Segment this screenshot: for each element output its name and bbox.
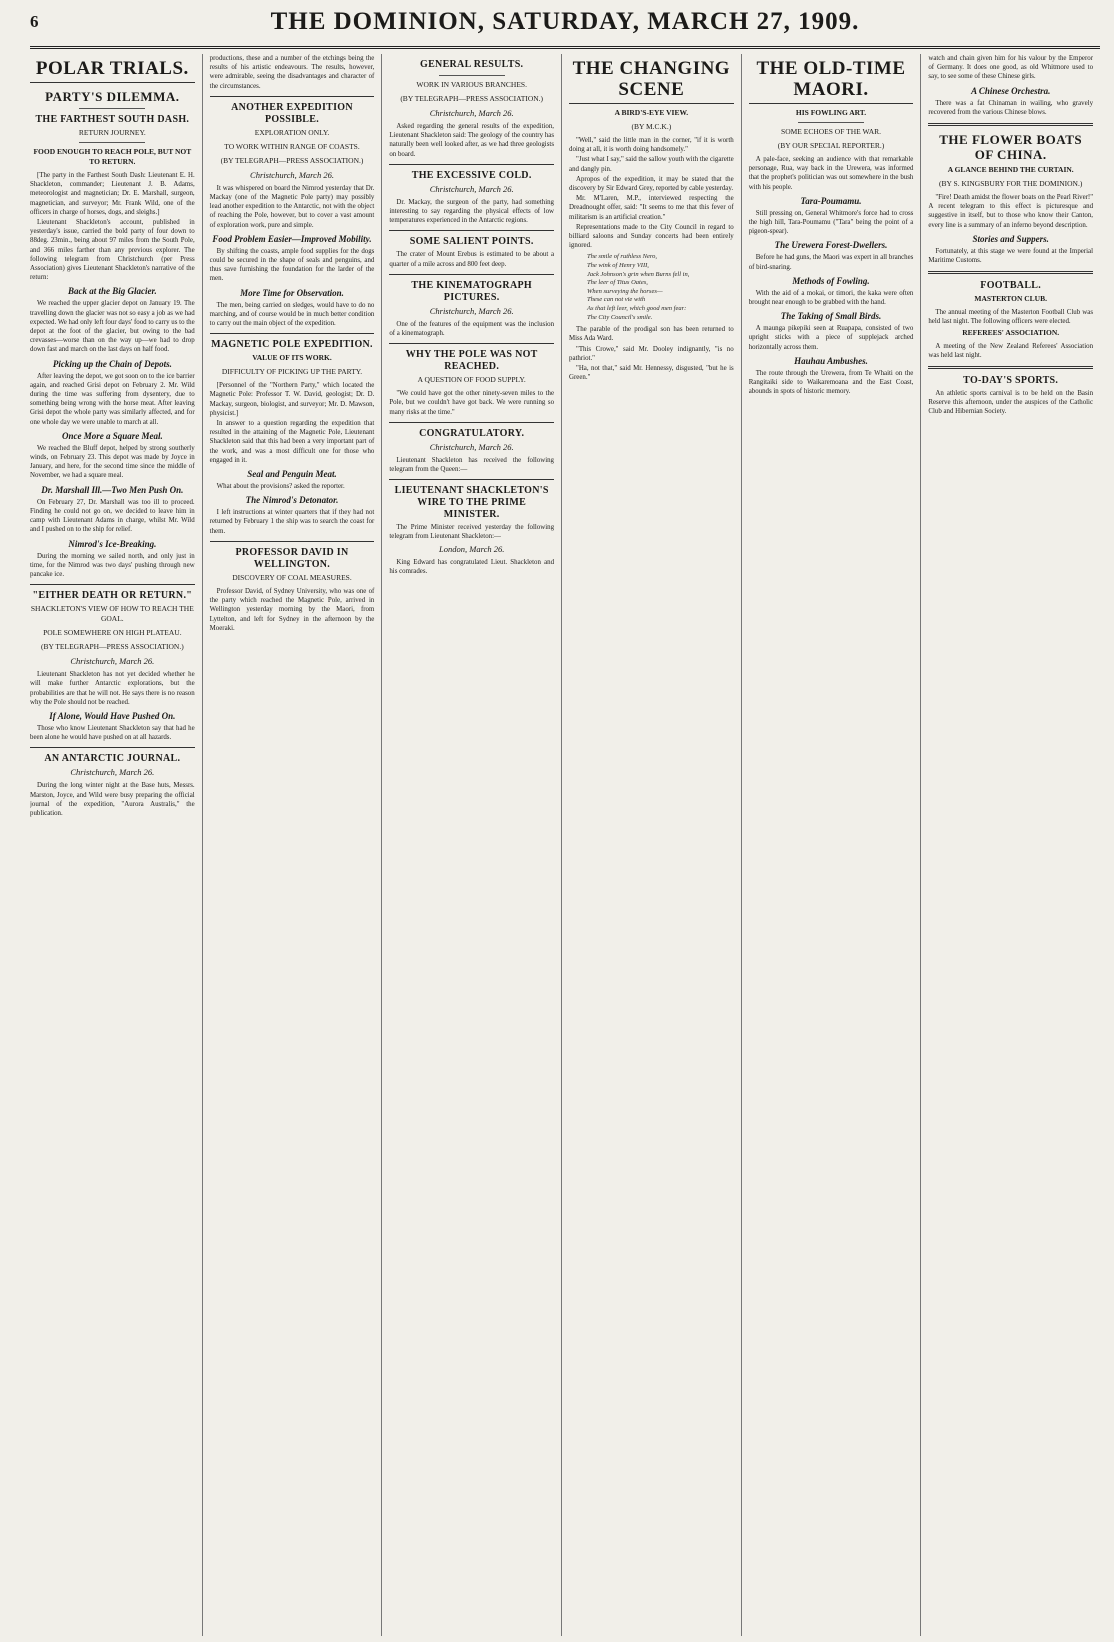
article-paragraph: By shifting the coasts, ample food supplies for the dogs could be secured in the shape of seals and penguins, and thus save furnishing the foundation for the larder of the men. [209, 247, 375, 283]
article-deck: WORK IN VARIOUS BRANCHES. [416, 80, 527, 89]
article-paragraph: There was a fat Chinaman in wailing, who gravely recovered from the various Chinese blows. [928, 99, 1094, 116]
article-headline: GENERAL RESULTS. [420, 59, 524, 70]
side-heading: Picking up the Chain of Depots. [52, 358, 172, 369]
side-heading: Once More a Square Meal. [61, 430, 163, 441]
article-paragraph: A maunga pikepiki seen at Ruapapa, consisted of two upright sticks with a piece of supplejack arched horizontally across them. [748, 325, 914, 351]
article-paragraph: The men, being carried on sledges, would have to do no marching, and of course would be in much better condition to carry out the main object of the expedition. [209, 301, 375, 328]
side-heading: The Taking of Small Birds. [780, 311, 882, 322]
article-deck: DIFFICULTY OF PICKING UP THE PARTY. [221, 367, 363, 377]
side-heading: Food Problem Easier—Improved Mobility. [212, 233, 372, 244]
article-paragraph: We reached the upper glacier depot on January 19. The travelling down the glacier was not so easy a job as we had expected. We had only left four days' food to carry us to the depot at the foot of the glacier, but owing to the bad crevasses—worse than on the way up—we had to drop down fast and march on the last days on half food. [30, 300, 195, 354]
side-heading: Tara-Poumamu. [800, 195, 862, 206]
article-paragraph: King Edward has congratulated Lieut. Shackleton and his comrades. [389, 558, 555, 575]
article-paragraph: We reached the Bluff depot, helped by strong southerly winds, on February 23. This depot was made by Joyce in January, and here, for the second time since the middle of November, we had a square meal. [30, 444, 195, 480]
article-deck: A GLANCE BEHIND THE CURTAIN. [947, 165, 1074, 175]
article-paragraph: With the aid of a mokai, or timori, the kaka were often brought near enough to be grabbed with the hand. [748, 289, 914, 307]
article-headline: LIEUTENANT SHACKLETON'S WIRE TO THE PRIME MINISTER. [394, 485, 549, 521]
article-deck: A BIRD'S-EYE VIEW. [614, 108, 689, 117]
divider [30, 584, 195, 585]
side-heading: The Nimrod's Detonator. [245, 495, 339, 506]
side-heading: More Time for Observation. [240, 287, 344, 298]
newspaper-title: THE DOMINION, SATURDAY, MARCH 27, 1909. [270, 8, 860, 35]
article-paragraph: I left instructions at winter quarters that if they had not returned by February 1 the ship was to search the coast for them. [209, 509, 375, 535]
divider [389, 230, 554, 231]
article-paragraph: An athletic sports carnival is to be held on the Basin Reserve this afternoon, under the auspices of the Catholic Club and Hibernian Society. [928, 390, 1094, 416]
article-headline: MAGNETIC POLE EXPEDITION. [211, 339, 373, 351]
wire-credit: (BY TELEGRAPH—PRESS ASSOCIATION.) [220, 155, 364, 165]
dateline: London, March 26. [439, 543, 505, 554]
article-paragraph: "This Crowe," said Mr. Dooley indignantly, "is no pathriot." [569, 345, 734, 362]
article-deck: REFEREES' ASSOCIATION. [962, 327, 1060, 337]
article-paragraph: Apropos of the expedition, it may be stated that the discovery by Sir Edward Grey, reported by cable yesterday. [569, 175, 734, 193]
article-paragraph: After leaving the depot, we got soon on to the ice barrier again, and reached Grisi depot on February 2. Mr. Wild during the time was suffering from dysentery, due to something being wrong with the horse meat. After leaving Grisi depot the whole party was similarly affected, and for one whole day we were unable to march at all. [30, 372, 195, 426]
divider [389, 274, 554, 275]
divider [79, 142, 145, 143]
column-5 [741, 54, 921, 1636]
side-heading: A Chinese Orchestra. [971, 85, 1051, 96]
page-number: 6 [30, 12, 39, 31]
article-headline: THE EXCESSIVE COLD. [411, 169, 532, 181]
article-headline: PROFESSOR DAVID IN WELLINGTON. [235, 546, 349, 570]
article-paragraph: "Well," said the little man in the corner, "if it is worth doing at all, it is worth doing handsomely." [569, 137, 734, 154]
article-paragraph: [Personnel of the "Northern Party," which located the Magnetic Pole: Professor T. W. David, geologist; Dr. D. Mackay, surgeon, biologist, and surveyor; Mr. D. Mawson, physicist.] [209, 382, 375, 417]
article-deck: FOOD ENOUGH TO REACH POLE, BUT NOT TO RETURN. [33, 147, 192, 166]
column-4 [561, 54, 741, 1636]
side-heading: Dr. Marshall Ill.—Two Men Push On. [41, 484, 184, 495]
article-paragraph: The route through the Urewera, from Te Whaiti on the Rangitaiki side to Waikaremoana and the East Coast, abounds in spots of historic memory. [748, 369, 914, 396]
article-paragraph: Those who know Lieutenant Shackleton say that had he been alone he would have pushed on at all hazards. [30, 724, 195, 742]
column-6 [920, 54, 1100, 1636]
divider [439, 75, 505, 76]
article-deck: POLE SOMEWHERE ON HIGH PLATEAU. [43, 628, 182, 638]
article-paragraph: In answer to a question regarding the expedition that resulted in the attaining of the Magnetic Pole, Lieutenant Shackleton said that this had been a very important part of the work, and was a most difficult one for those who engaged in it. [209, 420, 375, 464]
column-2 [202, 54, 382, 1636]
dateline: Christchurch, March 26. [429, 108, 514, 118]
article-paragraph: A meeting of the New Zealand Referees' Association was held last night. [928, 342, 1094, 359]
article-paragraph: "Just what I say," said the sallow youth with the cigarette and dangly pin. [569, 156, 734, 173]
article-paragraph: Lieutenant Shackleton has received the following telegram from the Queen:— [389, 456, 555, 474]
side-heading: Stories and Suppers. [972, 233, 1049, 244]
column-1 [30, 54, 202, 1636]
article-paragraph: watch and chain given him for his valour by the Emperor of Germany. It does one good, as old Whitmore used to say, to see some of these Chinese girls. [928, 55, 1094, 81]
article-paragraph: Lieutenant Shackleton's account, published in yesterday's issue, carried the bold party of four down to 88deg. 23min., being about 97 miles from the South Pole, and 366 miles farther than any previous explorer. The following telegram from Christchurch (per Press Association) gives Lieutenant Shackleton's narrative of the return: [30, 219, 195, 282]
article-headline: THE OLD-TIME MAORI. [749, 58, 914, 104]
column-3 [381, 54, 561, 1636]
article-headline: ANOTHER EXPEDITION POSSIBLE. [231, 101, 353, 125]
article-paragraph: It was whispered on board the Nimrod yesterday that Dr. Mackay (one of the Magnetic Pole party) may possibly lead another expedition to the Antarctic, not with the object of reaching the Pole, however, but to cover a vast amount of exploration work, pure and simple. [209, 184, 375, 229]
article-paragraph: "Ha, not that," said Mr. Hennessy, disgusted, "but he is Green." [569, 365, 734, 382]
article-deck: SHACKLETON'S VIEW OF HOW TO REACH THE GOAL. [30, 604, 194, 624]
article-deck: DISCOVERY OF COAL MEASURES. [232, 572, 352, 582]
article-paragraph: "We could have got the other ninety-seven miles to the Pole, but we couldn't have got back. We were running so many risks at the time." [389, 390, 555, 416]
article-paragraph: The crater of Mount Erebus is estimated to be about a quarter of a mile across and 800 feet deep. [389, 251, 555, 268]
article-paragraph: A pale-face, seeking an audience with that remarkable personage, Rua, way back in the Urewera, was informed that the prophet's politician was out somewhere in the bush with his people. [748, 156, 914, 191]
article-paragraph: On February 27, Dr. Marshall was too ill to proceed. Finding he could not go on, we decided to leave him in camp with Lieutenant Adams in charge, whilst Mr. Wild and I pushed on to the ship for relief. [30, 498, 195, 534]
article-paragraph: Dr. Mackay, the surgeon of the party, had something interesting to say regarding the physical effects of low temperatures experienced in the Antarctic regions. [389, 198, 555, 225]
dateline: Christchurch, March 26. [250, 169, 334, 180]
article-headline: WHY THE POLE WAS NOT REACHED. [405, 349, 538, 373]
article-paragraph: Asked regarding the general results of the expedition, Lieutenant Shackleton said: The geology of the country has naturally been well looked after, as we had three geologists on board. [389, 123, 555, 158]
dateline: Christchurch, March 26. [429, 305, 514, 316]
article-headline: CONGRATULATORY. [419, 427, 525, 439]
divider [389, 422, 554, 423]
article-headline: POLAR TRIALS. [30, 58, 195, 83]
divider [928, 123, 1093, 126]
divider [389, 343, 554, 344]
article-deck: A QUESTION OF FOOD SUPPLY. [417, 375, 526, 385]
article-paragraph: During the long winter night at the Base huts, Messrs. Marston, Joyce, and Wild were busy preparing the official journal of the expedition, "Aurora Australis," the publication. [30, 782, 195, 817]
wire-credit: (BY TELEGRAPH—PRESS ASSOCIATION.) [400, 94, 544, 103]
article-deck: HIS FOWLING ART. [795, 108, 867, 117]
divider [389, 479, 554, 480]
divider [210, 333, 375, 334]
masthead [30, 6, 1100, 49]
divider [928, 271, 1093, 274]
divider [210, 541, 375, 542]
article-paragraph: The Prime Minister received yesterday the following telegram from Lieutenant Shackleton:— [389, 524, 555, 541]
byline: (BY S. KINGSBURY FOR THE DOMINION.) [939, 179, 1083, 189]
side-heading: Methods of Fowling. [792, 275, 870, 286]
divider [928, 366, 1093, 369]
article-deck: VALUE OF ITS WORK. [252, 353, 332, 363]
verse: The smile of ruthless Nero, The wink of Henry VIII, Jack Johnson's grin when Burns fell in, The leer of Titus Oates, When surveying the horses— These can not vie with As that left leer, which good men fear: The City Council's smile. [587, 253, 690, 321]
article-headline: AN ANTARCTIC JOURNAL. [44, 753, 181, 765]
article-deck: RETURN JOURNEY. [78, 128, 146, 137]
dateline: Christchurch, March 26. [70, 656, 155, 667]
divider [79, 108, 145, 109]
article-headline: TO-DAY'S SPORTS. [963, 375, 1059, 387]
article-paragraph: Lieutenant Shackleton has not yet decided whether he will make further Antarctic explorations, but the probabilities are that he will not. He says there is no reason why the Pole should not be reached. [30, 671, 195, 706]
byline: (BY M.C.K.) [631, 122, 672, 131]
wire-credit: (BY TELEGRAPH—PRESS ASSOCIATION.) [40, 642, 184, 652]
article-paragraph: What about the provisions? asked the reporter. [216, 483, 345, 491]
article-paragraph: Fortunately, at this stage we were found at the Imperial Maritime Customs. [928, 247, 1094, 265]
article-deck: TO WORK WITHIN RANGE OF COASTS. [224, 141, 360, 151]
side-heading: Seal and Penguin Meat. [247, 469, 337, 480]
article-deck: SOME ECHOES OF THE WAR. [781, 127, 881, 136]
divider [210, 96, 375, 97]
article-headline: THE CHANGING SCENE [569, 58, 734, 104]
dateline: Christchurch, March 26. [429, 441, 514, 452]
side-heading: Back at the Big Glacier. [67, 286, 157, 297]
article-paragraph: [The party in the Farthest South Dash: Lieutenant E. H. Shackleton, commander; Lieutenant J. B. Adams, meteorologist and magnetician; Dr. E. Marshall, surgeon, magnetician, and surveyor; Mr. Frank Wild, one of the officers in charge of horses, dogs, and sleighs.] [30, 172, 195, 216]
article-headline: THE KINEMATOGRAPH PICTURES. [411, 279, 532, 303]
article-headline: SOME SALIENT POINTS. [409, 236, 534, 248]
article-headline: "EITHER DEATH OR RETURN." [32, 590, 193, 602]
article-paragraph: Representations made to the City Council in regard to billiard saloons and Sunday concerts had been entirely ignored. [569, 223, 734, 250]
article-paragraph: The annual meeting of the Masterton Football Club was held last night. The following officers were elected. [928, 309, 1094, 326]
article-paragraph: One of the features of the equipment was the inclusion of a kinematograph. [389, 320, 555, 338]
article-paragraph: During the morning we sailed north, and only just in time, for the Nimrod was two days' pushing through new pancake ice. [30, 552, 195, 578]
side-heading: The Urewera Forest-Dwellers. [774, 240, 888, 251]
article-deck: MASTERTON CLUB. [974, 294, 1047, 304]
article-paragraph: Still pressing on, General Whitmore's force had to cross the high hill, Tara-Poumamu ("Tara" being the point of a pigeon-spear). [748, 209, 914, 236]
article-paragraph: The parable of the prodigal son has been returned to Miss Ada Ward. [569, 326, 734, 343]
article-headline: FOOTBALL. [980, 280, 1042, 292]
article-paragraph: "Fire! Death amidst the flower boats on the Pearl River!" A recent telegram to this effect is picturesque and suggestive in itself, but to those who know their Canton, every line is a summary of an inferno beyond description. [928, 194, 1094, 229]
article-paragraph: Professor David, of Sydney University, who was one of the party which reached the Magnetic Pole, arrived in Wellington yesterday morning by the Maori, from Lyttelton, and left for Sydney in the afternoon by the Moeraki. [209, 587, 375, 632]
side-heading: If Alone, Would Have Pushed On. [49, 710, 176, 721]
divider [798, 122, 864, 123]
byline: (BY OUR SPECIAL REPORTER.) [777, 141, 885, 150]
dateline: Christchurch, March 26. [70, 767, 155, 778]
article-deck: EXPLORATION ONLY. [254, 127, 330, 137]
article-headline: THE FLOWER BOATS OF CHINA. [939, 132, 1083, 163]
side-heading: Hauhau Ambushes. [794, 355, 868, 366]
divider [389, 164, 554, 165]
article-subheadline: PARTY'S DILEMMA. [45, 89, 180, 104]
article-paragraph: productions, these and a number of the etchings being the results of his artistic endeavours. The results, however, were admirable, seeing the disadvantages and character of the circumstances. [209, 55, 375, 90]
article-deck: THE FARTHEST SOUTH DASH. [35, 114, 190, 125]
article-paragraph: Mr. M'Laren, M.P., interviewed respecting the Dreadnought offer, said: "It seems to me that this fever of militarism is an artificial creation." [569, 195, 734, 221]
divider [30, 747, 195, 748]
side-heading: Nimrod's Ice-Breaking. [68, 538, 157, 549]
dateline: Christchurch, March 26. [429, 183, 514, 194]
article-paragraph: Before he had guns, the Maori was expert in all branches of bird-snaring. [748, 254, 914, 271]
columns [30, 54, 1100, 1636]
